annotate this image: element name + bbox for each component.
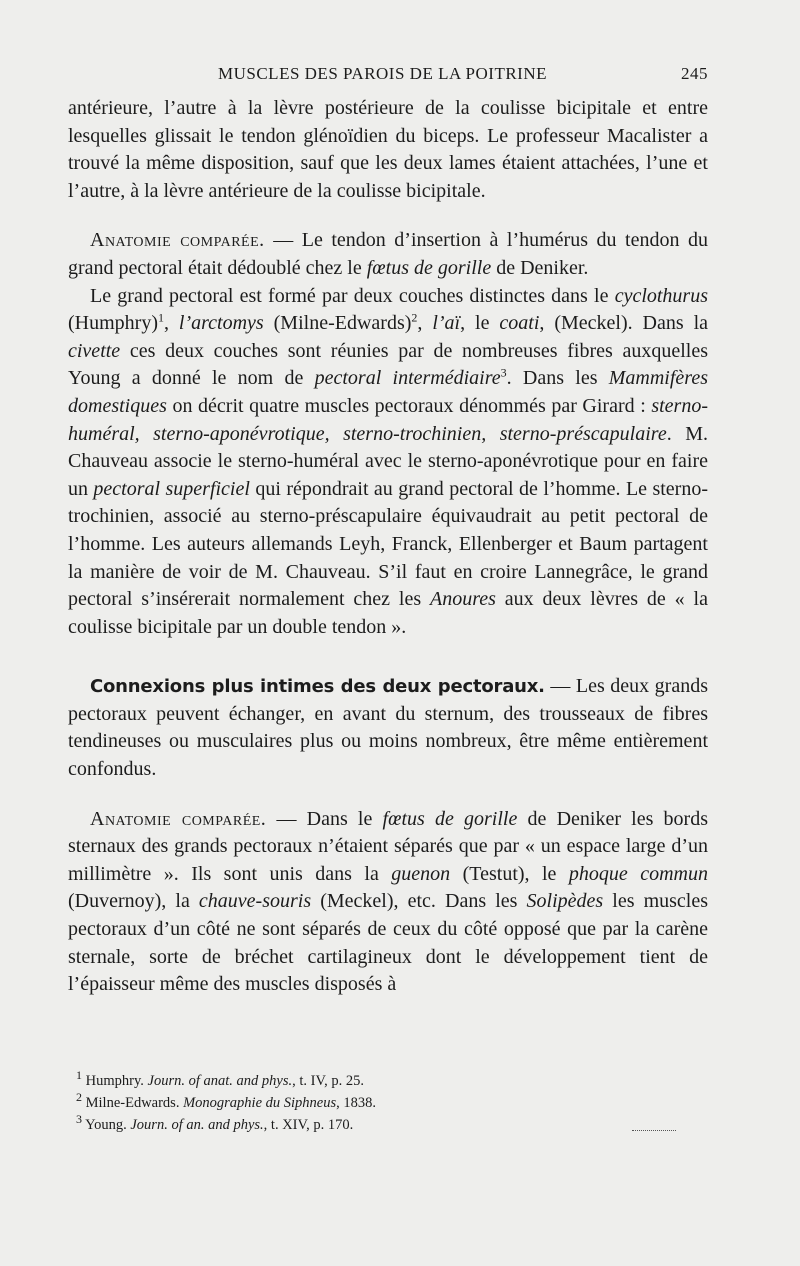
paragraph-pectoral-layers: Le grand pectoral est formé par deux couches distinctes dans le cyclothurus (Humphry)$^1$, l’arctomys (Milne-Edwards)$^2$, l’aï, le coati, (Meckel). Dans la civette ces deux couches sont réunies par de nombreuses fibres auxquelles Young a donné le nom de pectoral intermédiaire$^3$. Dans les Mammifères domestiques on décrit quatre muscles pectoraux dénommés par Girard : sterno-huméral, sterno-aponévrotique, sterno-trochinien, sterno-préscapulaire. M. Chauveau associe le sterno-huméral avec le sterno-aponévrotique pour en faire un pectoral superficiel qui répondrait au grand pectoral de l’homme. Le sterno-trochinien, associé au sterno-préscapulaire équivaudrait au petit pectoral de l’homme. Les auteurs allemands Leyh, Franck, Ellenberger et Baum partagent la manière de voir de M. Chauveau. S’il faut en croire Lannegrâce, le grand pectoral s’insérerait normalement chez les Anoures aux deux lèvres de « la coulisse bicipitale par un double tendon ». [68, 284, 709, 638]
body-text [68, 95, 708, 999]
footnote-3: $^3$ Young. Journ. of an. and phys., t. XIV, p. 170. [76, 1112, 354, 1133]
footnote-ref-1: 1 [157, 310, 164, 325]
footnote-1: $^1$ Humphry. Journ. of anat. and phys., t. IV, p. 25. [76, 1068, 364, 1089]
section-label: Anatomie comparée. [90, 807, 267, 830]
footnote-ref-3: 3 [500, 365, 507, 380]
running-title: MUSCLES DES PAROIS DE LA POITRINE [218, 64, 547, 83]
paragraph-anatomie-comparee-2: Anatomie comparée. — Dans le fœtus de gorille de Deniker les bords sternaux des grands pectoraux n’étaient séparés que par « un espace large d’un millimètre ». Ils sont unis dans la guenon (Testut), le phoque commun (Duvernoy), la chauve-souris (Meckel), etc. Dans les Solipèdes les muscles pectoraux d’un côté ne sont séparés de ceux du côté opposé que par la carène sternale, sorte de bréchet cartilagineux dont le développement tient de l’épaisseur même des muscles disposés à [68, 807, 709, 996]
footnote-ref-2: 2 [411, 310, 418, 325]
page-header [68, 64, 708, 86]
footnote-2: $^2$ Milne-Edwards. Monographie du Siphneus, 1838. [76, 1090, 376, 1111]
page-number: 245 [681, 64, 708, 83]
section-title: Connexions plus intimes des deux pectoraux. [90, 676, 545, 698]
footnotes [76, 1070, 676, 1136]
section-label: Anatomie comparée. [90, 229, 265, 252]
paragraph-connexions: Connexions plus intimes des deux pectoraux. — Les deux grands pectoraux peuvent échanger, en avant du sternum, des trousseaux de fibres tendineuses ou musculaires plus ou moins nombreux, être même entièrement confondus. [68, 675, 709, 781]
paragraph-anatomie-comparee-1: Anatomie comparée. — Le tendon d’insertion à l’humérus du tendon du grand pectoral était dédoublé chez le fœtus de gorille de Deniker. [68, 229, 708, 279]
paragraph-continuation: antérieure, l’autre à la lèvre postérieure de la coulisse bicipitale et entre lesquelles glissait le tendon glénoïdien du biceps. Le professeur Macalister a trouvé la même disposition, sauf que les deux lames étaient attachées, l’une et l’autre, à la lèvre antérieure de la coulisse bicipitale. [68, 97, 708, 202]
footnote-rule [632, 1130, 676, 1131]
